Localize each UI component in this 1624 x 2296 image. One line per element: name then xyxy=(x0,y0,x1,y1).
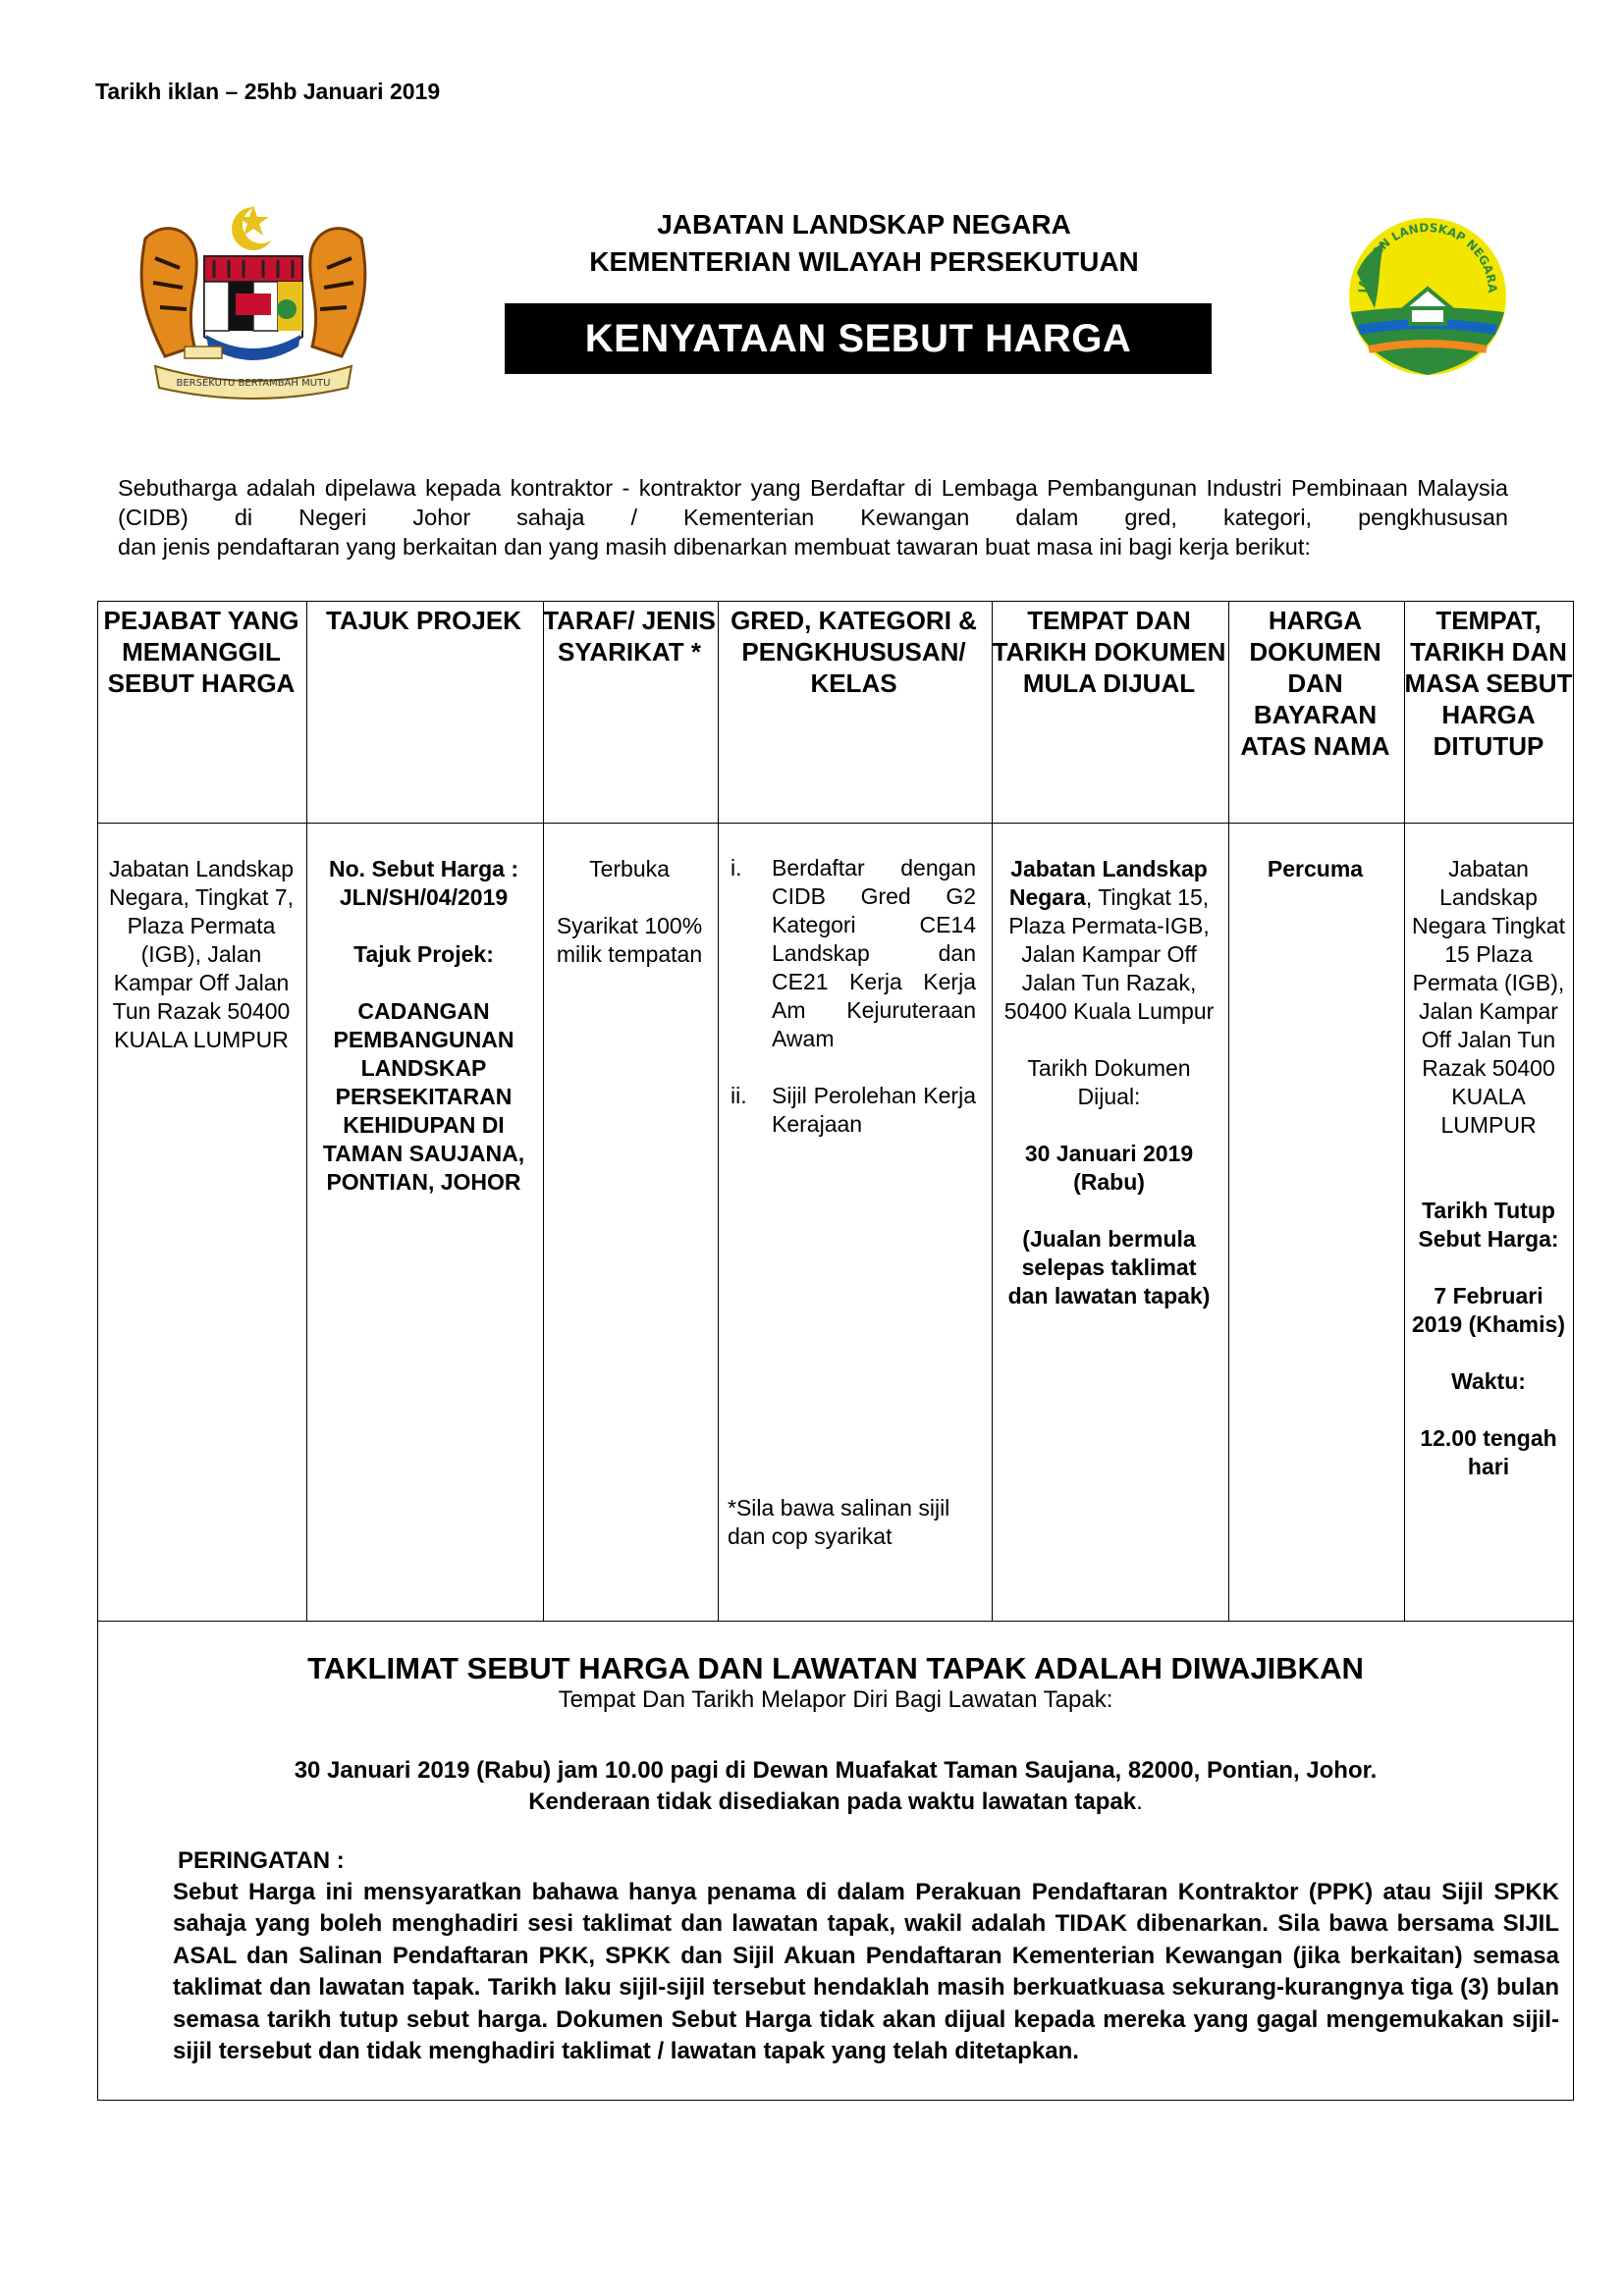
company-status: Terbuka Syarikat 100% milik tempatan xyxy=(556,856,703,967)
crest-motto: BERSEKUTU BERTAMBAH MUTU xyxy=(176,378,331,389)
closing-date: 7 Februari 2019 (Khamis) xyxy=(1412,1283,1565,1337)
invitation-paragraph: Sebutharga adalah dipelawa kepada kontraktor - kontraktor yang Berdaftar di Lembaga Pembangunan Industri Pembinaan Malaysia (CIDB) di Negeri Johor sahaja / Kementerian Kewangan dalam gred, kategori, pengkhususan dan jenis pendaftaran yang berkaitan dan yang masih dibenarkan membuat tawaran buat masa ini bagi kerja berikut: xyxy=(118,475,1508,560)
header-closing: TEMPAT, TARIKH DAN MASA SEBUT HARGA DITUTUP xyxy=(1404,606,1573,761)
header-calling-office: PEJABAT YANG MEMANGGIL SEBUT HARGA xyxy=(103,606,299,698)
warning-text: Sebut Harga ini mensyaratkan bahawa hanya penama di dalam Perakuan Pendaftaran Kontraktor (PPK) atau Sijil SPKK sahaja yang boleh menghadiri sesi taklimat dan lawatan tapak, wakil adalah TIDAK dibenarkan. Sila bawa bersama SIJIL ASAL dan Salinan Pendaftaran PKK, SPKK dan Sijil Akuan Pendaftaran Kementerian Kewangan (jika berkaitan) semasa taklimat dan lawatan tapak. Tarikh laku sijil-sijil tersebut hendaklah masih berkuatkuasa sekurang-kurangnya tiga (3) bulan semasa tarikh tutup sebut harga. Dokumen Sebut Harga tidak akan dijual kepada mereka yang gagal mengemukakan sijil-sijil tersebut dan tidak menghadiri taklimat / lawatan tapak yang telah ditetapkan. xyxy=(173,1879,1559,2065)
tender-table xyxy=(97,601,1574,2101)
certificate-note: *Sila bawa salinan sijil dan cop syarikat xyxy=(728,1495,950,1549)
header-document-sale: TEMPAT DAN TARIKH DOKUMEN MULA DIJUAL xyxy=(992,606,1226,698)
ministry-name: KEMENTERIAN WILAYAH PERSEKUTUAN xyxy=(589,246,1139,277)
list-item: ii. Sijil Perolehan Kerja Kerajaan xyxy=(731,1083,976,1137)
project-title: CADANGAN PEMBANGUNAN LANDSKAP PERSEKITARAN KEHIDUPAN DI TAMAN SAUJANA, PONTIAN, JOHOR xyxy=(322,998,525,1195)
department-name: JABATAN LANDSKAP NEGARA xyxy=(657,209,1071,240)
warning-label: PERINGATAN : xyxy=(178,1847,345,1874)
sale-date: 30 Januari 2019 (Rabu) xyxy=(1024,1141,1194,1195)
briefing-title: TAKLIMAT SEBUT HARGA DAN LAWATAN TAPAK ADALAH DIWAJIBKAN xyxy=(307,1651,1364,1685)
list-item: i. Berdaftar dengan CIDB Gred G2 Kategori CE14 Landskap dan CE21 Kerja Kerja Am Kejuruteraan Awam xyxy=(731,855,976,1051)
closing-time: 12.00 tengah hari xyxy=(1420,1425,1557,1479)
document-sale-info: Jabatan Landskap Negara, Tingkat 15, Plaza Permata-IGB, Jalan Kampar Off Jalan Tun Razak, 50400 Kuala Lumpur Tarikh Dokumen Dijual: 30 Januari 2019 (Rabu) (Jualan bermula selepas taklimat dan lawatan tapak) xyxy=(1001,855,1218,1310)
logo-text: JABATAN LANDSKAP NEGARA xyxy=(1355,220,1500,294)
header-document-price: HARGA DOKUMEN DAN BAYARAN ATAS NAMA xyxy=(1240,606,1390,761)
quotation-number: JLN/SH/04/2019 xyxy=(339,884,509,910)
advert-date: Tarikh iklan – 25hb Januari 2019 xyxy=(95,79,441,104)
header-project-title: TAJUK PROJEK xyxy=(326,606,521,635)
notice-banner: KENYATAAN SEBUT HARGA xyxy=(505,303,1212,374)
header-grade-category: GRED, KATEGORI & PENGKHUSUSAN/ KELAS xyxy=(731,606,977,698)
grade-requirements xyxy=(731,854,976,1167)
closing-info: Jabatan Landskap Negara Tingkat 15 Plaza Permata (IGB), Jalan Kampar Off Jalan Tun Razak 50400 KUALA LUMPUR Tarikh Tutup Sebut Harga: 7 Februari 2019 (Khamis) Waktu: 12.00 tengah hari xyxy=(1409,855,1568,1481)
project-details: No. Sebut Harga : JLN/SH/04/2019 Tajuk Projek: CADANGAN PEMBANGUNAN LANDSKAP PERSEKITARAN KEHIDUPAN DI TAMAN SAUJANA, PONTIAN, JOHOR xyxy=(315,855,532,1197)
calling-office: Jabatan Landskap Negara, Tingkat 7, Plaza Permata (IGB), Jalan Kampar Off Jalan Tun Razak 50400 KUALA LUMPUR xyxy=(109,856,294,1052)
briefing-details: 30 Januari 2019 (Rabu) jam 10.00 pagi di Dewan Muafakat Taman Saujana, 82000, Pontian, Johor. Kenderaan tidak disediakan pada waktu lawatan tapak. xyxy=(294,1757,1378,1815)
header-company-status: TARAF/ JENIS SYARIKAT * xyxy=(543,606,716,667)
briefing-subtitle: Tempat Dan Tarikh Melapor Diri Bagi Lawatan Tapak: xyxy=(558,1686,1113,1713)
landscape-department-logo xyxy=(1345,214,1510,379)
document-price: Percuma xyxy=(1267,856,1364,881)
coat-of-arms-logo xyxy=(126,199,381,405)
